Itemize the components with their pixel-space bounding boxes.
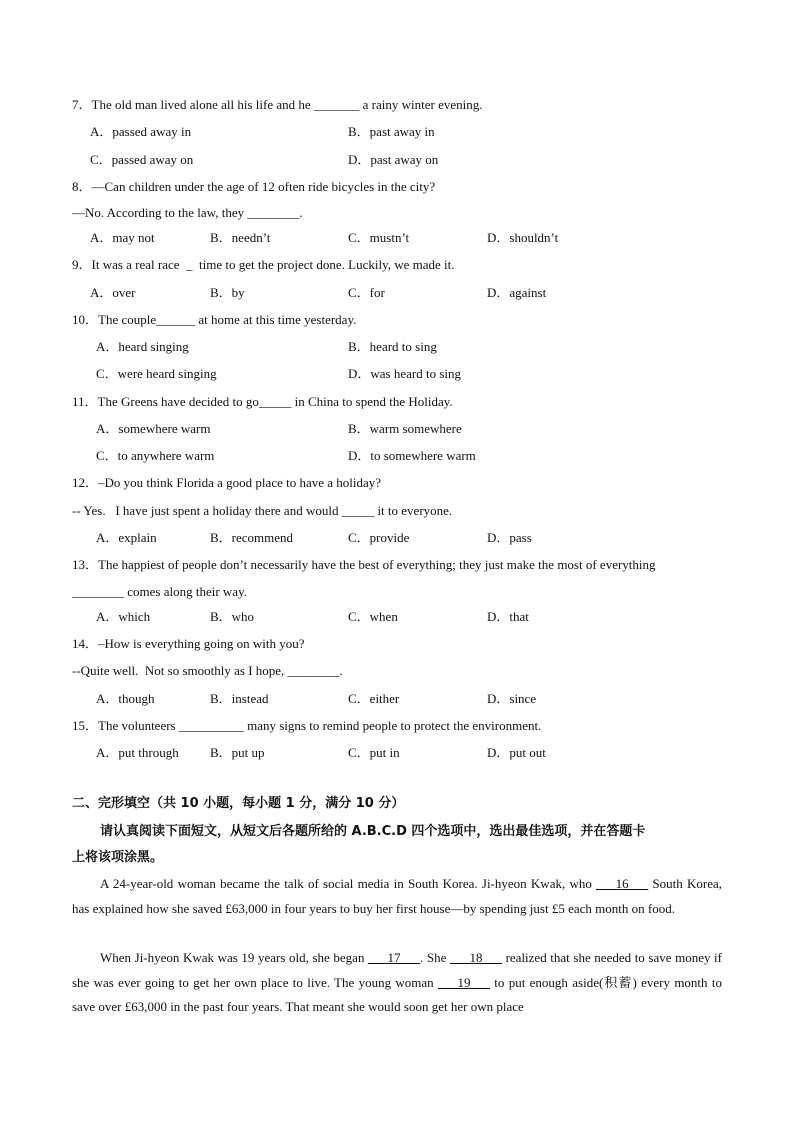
blank-19: ___19___ <box>437 974 490 990</box>
passage-paragraph-1 <box>72 872 722 921</box>
question-11-option-d: D．to somewhere warm <box>348 448 476 463</box>
question-13-stem-continued: ________ comes along their way. <box>72 584 247 599</box>
question-9-stem: 9．It was a real race _ time to get the project done. Luckily, we made it. <box>72 257 455 272</box>
blank-17: ___17___ <box>368 950 421 965</box>
passage-text: to put enough aside(积蓄) every month to save over £63,000 in the past four years. That meant she would soon get her own place <box>72 974 722 1014</box>
question-13-stem: 13．The happiest of people don’t necessarily have the best of everything; they just make the most of everything <box>72 557 656 572</box>
blank-18: ___18___ <box>449 950 502 965</box>
question-12-stem: 12．–Do you think Florida a good place to have a holiday? <box>72 475 382 490</box>
passage-text: realized that she needed to save money if she was ever going to get her own place to live. The young woman <box>72 950 723 990</box>
question-7-option-b: B．past away in <box>348 124 435 139</box>
question-13-option-c: C．when <box>348 609 398 624</box>
question-11-option-c: C．to anywhere warm <box>96 448 215 463</box>
question-15-option-d: D．put out <box>487 745 546 760</box>
question-8-option-a: A．may not <box>90 230 155 245</box>
question-12-option-c: C．provide <box>348 530 410 545</box>
question-9-option-d: D．against <box>487 285 547 300</box>
question-13-option-b: B．who <box>210 609 255 624</box>
blank-16: ___16___ <box>596 876 649 891</box>
question-10-option-d: D．was heard to sing <box>348 366 462 381</box>
question-8-option-b: B．needn’t <box>210 230 271 245</box>
question-14-option-b: B．instead <box>210 691 269 706</box>
question-8-stem: 8．—Can children under the age of 12 often ride bicycles in the city? <box>72 179 436 194</box>
question-7-stem: 7．The old man lived alone all his life and he _______ a rainy winter evening. <box>72 97 483 112</box>
question-12-option-b: B．recommend <box>210 530 294 545</box>
passage-text: When Ji-hyeon Kwak was 19 years old, she began <box>100 950 369 965</box>
question-15-option-c: C．put in <box>348 745 400 760</box>
question-8-option-d: D．shouldn’t <box>487 230 559 245</box>
question-10-option-a: A．heard singing <box>96 339 189 354</box>
question-7-option-a: A．passed away in <box>90 124 192 139</box>
question-10-option-b: B．heard to sing <box>348 339 437 354</box>
question-14-stem-answer: --Quite well. Not so smoothly as I hope, ________. <box>72 663 343 678</box>
question-14-option-c: C．either <box>348 691 400 706</box>
question-9-option-c: C．for <box>348 285 385 300</box>
question-12-stem-answer: -- Yes. I have just spent a holiday there and would _____ it to everyone. <box>72 503 453 518</box>
question-10-stem: 10．The couple______ at home at this time yesterday. <box>72 312 357 327</box>
question-10-option-c: C．were heard singing <box>96 366 217 381</box>
question-11-option-a: A．somewhere warm <box>96 421 211 436</box>
question-12-option-d: D．pass <box>487 530 532 545</box>
passage-text: South Korea, has explained how she saved £63,000 in four years to buy her first house—by spending just £5 each month on food. <box>72 876 722 916</box>
question-15-stem: 15．The volunteers __________ many signs to remind people to protect the environment. <box>72 718 542 733</box>
passage-text: . She <box>420 950 450 965</box>
question-14-stem: 14．–How is everything going on with you? <box>72 636 305 651</box>
question-9-option-b: B．by <box>210 285 245 300</box>
question-9-option-a: A．over <box>90 285 136 300</box>
question-13-option-d: D．that <box>487 609 529 624</box>
question-11-stem: 11．The Greens have decided to go_____ in China to spend the Holiday. <box>72 394 453 409</box>
section-2-instruction: 请认真阅读下面短文，从短文后各题所给的 A.B.C.D 四个选项中，选出最佳选项，并在答题卡 <box>100 824 646 839</box>
passage-text: A 24-year-old woman became the talk of social media in South Korea. Ji-hyeon Kwak, who <box>100 876 597 891</box>
section-2-instruction-continued: 上将该项涂黑。 <box>72 850 164 865</box>
question-12-option-a: A．explain <box>96 530 157 545</box>
question-13-option-a: A．which <box>96 609 151 624</box>
question-15-option-a: A．put through <box>96 745 179 760</box>
question-8-stem-answer: —No. According to the law, they ________. <box>72 205 303 220</box>
section-2-heading: 二、完形填空（共 10 小题，每小题 1 分，满分 10 分） <box>72 796 405 811</box>
question-7-option-c: C．passed away on <box>90 152 194 167</box>
question-8-option-c: C．mustn’t <box>348 230 410 245</box>
question-14-option-d: D．since <box>487 691 537 706</box>
question-11-option-b: B．warm somewhere <box>348 421 462 436</box>
question-14-option-a: A．though <box>96 691 155 706</box>
question-15-option-b: B．put up <box>210 745 265 760</box>
passage-paragraph-2 <box>72 946 722 1020</box>
question-7-option-d: D．past away on <box>348 152 439 167</box>
